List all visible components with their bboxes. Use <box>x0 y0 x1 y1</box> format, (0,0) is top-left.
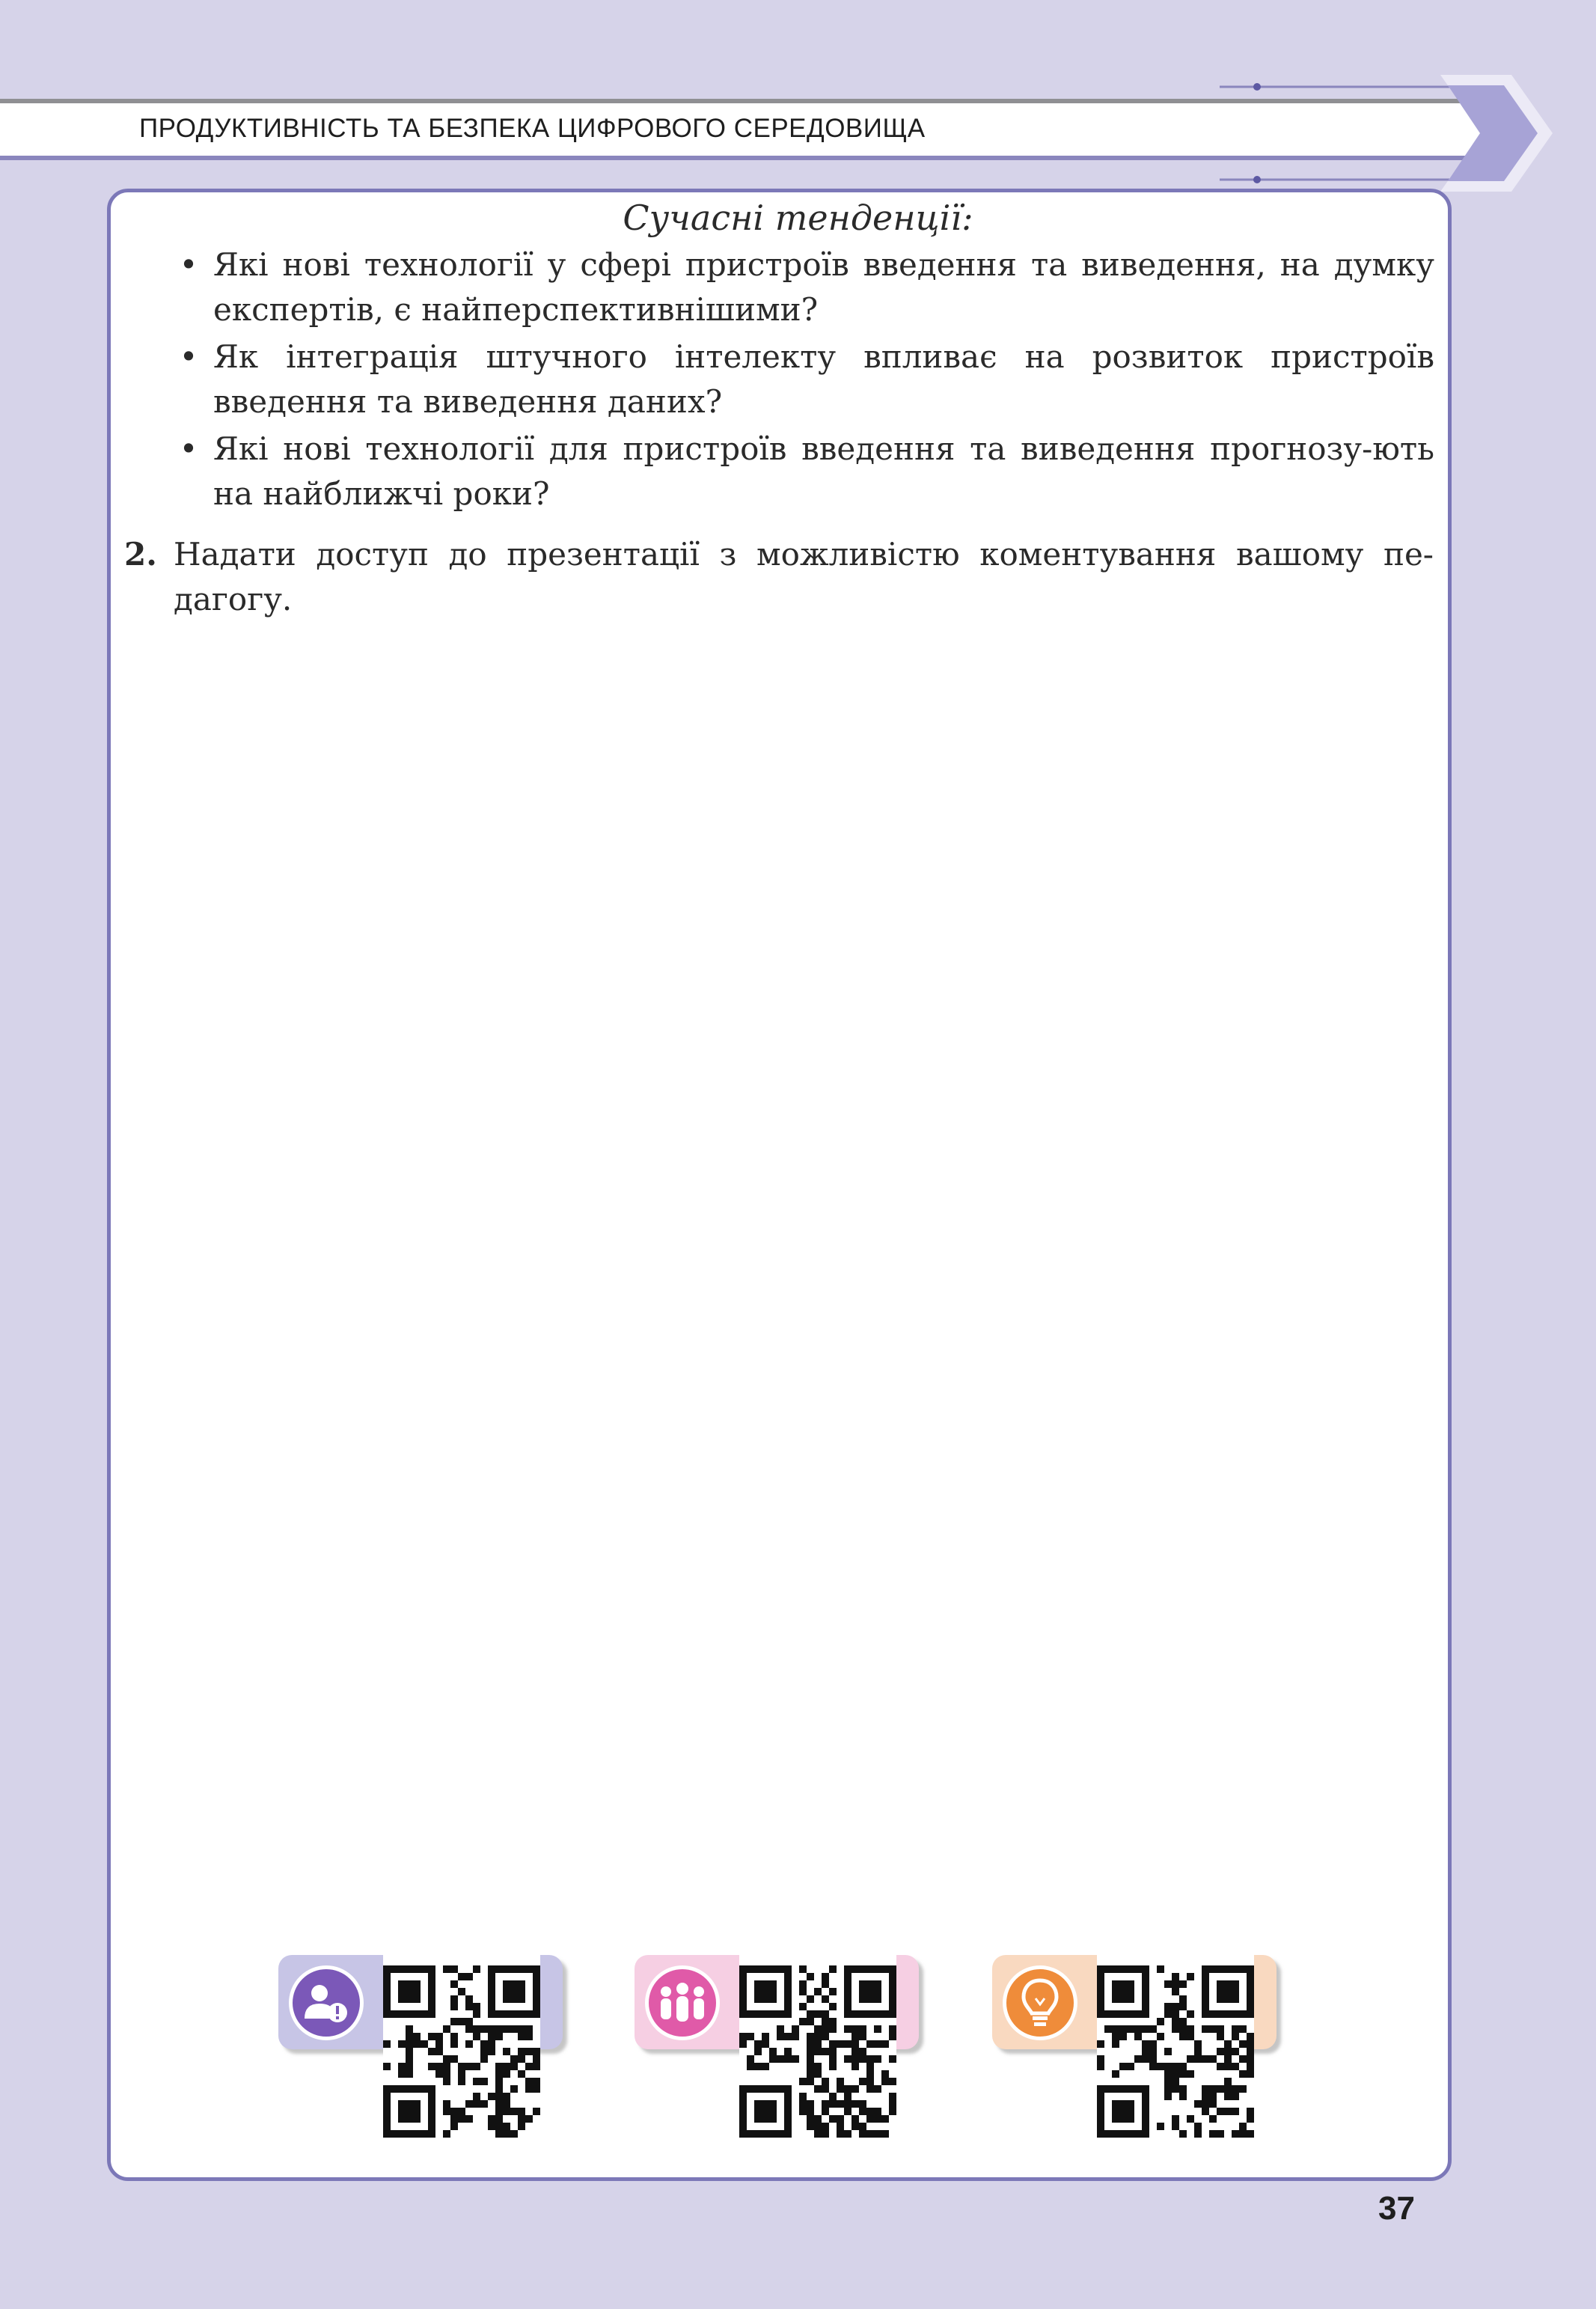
group-people-icon <box>645 1965 720 2040</box>
qr-card-idea[interactable] <box>992 1955 1284 2052</box>
page-number: 37 <box>1378 2190 1415 2227</box>
bullet-text: Які нові технології у сфері пристроїв введення та виведення, на думку експертів, є найперспективнішими? <box>213 246 1434 328</box>
header-arrow-decoration <box>1220 75 1564 195</box>
bullet-icon: • <box>179 430 198 467</box>
bullet-list <box>177 243 1434 519</box>
list-item <box>177 243 1434 332</box>
qr-code[interactable] <box>1097 1950 1254 2138</box>
bullet-icon: • <box>179 338 198 375</box>
running-header-title: ПРОДУКТИВНІСТЬ ТА БЕЗПЕКА ЦИФРОВОГО СЕРЕДОВИЩА <box>139 114 926 143</box>
task-number: 2. <box>124 536 157 573</box>
lightbulb-icon <box>1003 1965 1077 2040</box>
task-item <box>124 532 1434 622</box>
bullet-text: Які нові технології для пристроїв введення та виведення прогнозу-ють на найближчі роки? <box>213 430 1434 512</box>
list-item <box>177 335 1434 424</box>
bullet-text: Як інтеграція штучного інтелекту впливає на розвиток пристроїв введення та виведення даних? <box>213 338 1434 420</box>
list-item <box>177 427 1434 516</box>
task-text: Надати доступ до презентації з можливістю коментування вашому пе-дагогу. <box>174 536 1434 617</box>
bullet-icon: • <box>179 246 198 283</box>
qr-code[interactable] <box>739 1950 896 2138</box>
qr-card-user[interactable] <box>278 1955 570 2052</box>
qr-code[interactable] <box>383 1950 540 2138</box>
qr-card-group[interactable] <box>635 1955 926 2052</box>
section-subheading: Сучасні тенденції: <box>623 198 973 238</box>
user-alert-icon <box>289 1965 364 2040</box>
